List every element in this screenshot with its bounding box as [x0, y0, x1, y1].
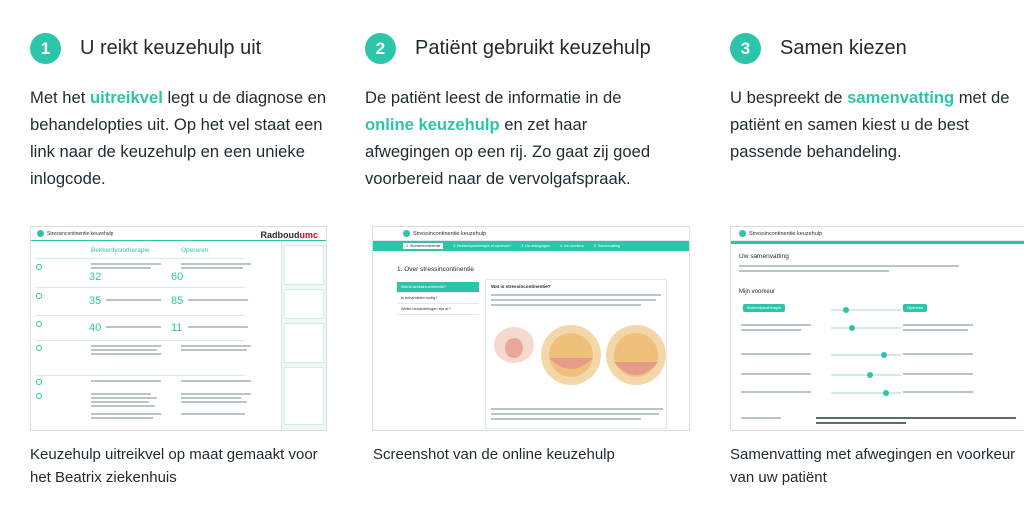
text-line: [91, 353, 161, 355]
text-line: [741, 353, 811, 355]
text-line: [181, 397, 241, 399]
app-header: [731, 227, 1024, 241]
text-line: [741, 417, 781, 419]
menu-item-wat-is[interactable]: Wat is stressincontinentie?: [397, 282, 479, 293]
slider-knob[interactable]: [881, 352, 887, 358]
text-line: [91, 393, 151, 395]
column-head-fysio: Bekkenfysiotherapie: [91, 247, 150, 254]
keuzehulp-logo-icon: [37, 230, 44, 237]
topic-menu: [397, 282, 479, 315]
stat-number: 35: [89, 295, 102, 307]
desc-text: De patiënt leest de informatie in de: [365, 88, 622, 107]
radboud-logo: Radboudumc: [260, 230, 318, 240]
divider: [35, 287, 245, 288]
desc-text: U bespreekt de: [730, 88, 848, 107]
text-line: [903, 391, 973, 393]
screenshot-caption: Samenvatting met afwegingen en voorkeur van uw patiënt: [730, 446, 1016, 486]
section-title: 1. Over stressincontinentie: [397, 266, 474, 273]
sheet-title: Stressincontinentie keuzehulp: [47, 230, 114, 237]
preference-slider[interactable]: [831, 354, 901, 356]
text-line: [491, 413, 659, 415]
content-panel: [485, 279, 667, 429]
divider: [35, 340, 245, 341]
text-line: [491, 294, 661, 296]
text-line: [106, 326, 161, 328]
tab-voorkeur[interactable]: 4. Uw voorkeur: [559, 244, 584, 248]
contact-box: [284, 245, 324, 285]
stat-number: 32: [89, 271, 102, 283]
preference-title: Mijn voorkeur: [739, 289, 776, 295]
accent-bar: [731, 241, 1024, 244]
question-icon: [36, 379, 42, 385]
text-line: [188, 299, 248, 301]
text-line: [816, 417, 1016, 419]
text-line: [181, 267, 243, 269]
text-line: [91, 405, 155, 407]
text-line: [741, 329, 801, 331]
text-line: [816, 422, 906, 424]
step-header-1: [30, 33, 261, 64]
text-line: [741, 373, 811, 375]
desc-text: met de patiënt en samen kiest u de best passende behandeling.: [730, 88, 1010, 161]
question-icon: [36, 293, 42, 299]
text-line: [491, 408, 663, 410]
app-header: [373, 227, 689, 241]
step-number-badge: 2: [365, 33, 396, 64]
online-keuzehulp-link[interactable]: online keuzehulp: [365, 115, 500, 134]
text-line: [741, 391, 811, 393]
text-line: [741, 324, 811, 326]
text-line: [181, 345, 251, 347]
text-line: [91, 401, 149, 403]
step-title: Patiënt gebruikt keuzehulp: [415, 37, 651, 59]
app-title: Stressincontinentie keuzehulp: [749, 230, 823, 237]
step-header-2: [365, 33, 651, 64]
step-number-badge: 1: [30, 33, 61, 64]
contact-box: [284, 323, 324, 363]
tag-fysio: Bekkenfysiotherapie: [743, 304, 785, 312]
screenshot-caption: Screenshot van de online keuzehulp: [373, 446, 615, 463]
step-title: Samen kiezen: [780, 37, 907, 59]
tab-samenvatting[interactable]: 5. Samenvatting: [593, 244, 620, 248]
divider: [35, 258, 245, 259]
text-line: [181, 380, 251, 382]
column-head-opereren: Opereren: [181, 247, 209, 254]
stat-number: 40: [89, 322, 102, 334]
text-line: [739, 265, 959, 267]
text-line: [739, 270, 889, 272]
question-icon: [36, 345, 42, 351]
preference-slider[interactable]: [831, 392, 901, 394]
text-line: [181, 413, 245, 415]
text-line: [181, 401, 247, 403]
menu-item-behandelen[interactable]: Is behandelen nodig?: [397, 293, 479, 304]
tag-opereren: Opereren: [903, 304, 927, 312]
tab-stressincontinentie[interactable]: 1. Stressincontinentie: [403, 243, 443, 249]
stat-number: 11: [171, 322, 183, 334]
text-line: [181, 263, 251, 265]
step-description: [730, 84, 1024, 165]
preference-slider[interactable]: [831, 327, 901, 329]
text-line: [903, 329, 968, 331]
anatomy-illustration: [486, 310, 668, 390]
text-line: [181, 393, 251, 395]
text-line: [91, 380, 161, 382]
step-description: [365, 84, 665, 192]
tab-bar: [373, 241, 689, 251]
summary-title: Uw samenvatting: [739, 253, 789, 260]
text-line: [491, 304, 641, 306]
uitreikvel-screenshot: [30, 226, 327, 431]
tab-afwegingen[interactable]: 3. Uw afwegingen: [521, 244, 550, 248]
step-number-badge: 3: [730, 33, 761, 64]
slider-knob[interactable]: [849, 325, 855, 331]
divider: [35, 375, 245, 376]
stat-number: 60: [171, 271, 184, 283]
uitreikvel-link[interactable]: uitreikvel: [89, 88, 163, 107]
preference-slider[interactable]: [831, 374, 901, 376]
text-line: [91, 417, 153, 419]
samenvatting-screenshot: [730, 226, 1024, 431]
step-header-3: [730, 33, 907, 64]
slider-knob[interactable]: [843, 307, 849, 313]
text-line: [903, 353, 973, 355]
text-line: [91, 263, 161, 265]
desc-text: en zet haar afwegingen op een rij. Zo gaat zij goed voorbereid naar de vervolgafspraak.: [365, 115, 651, 188]
slider-knob[interactable]: [867, 372, 873, 378]
preference-slider[interactable]: [831, 309, 901, 311]
text-line: [91, 349, 157, 351]
keuzehulp-logo-icon: [403, 230, 410, 237]
tab-fysio-of-opereren[interactable]: 2. Bekkenfysiotherapie of opereren?: [453, 244, 512, 248]
desc-text: Met het: [30, 88, 90, 107]
text-line: [903, 324, 973, 326]
divider: [35, 315, 245, 316]
step-title: U reikt keuzehulp uit: [80, 37, 262, 59]
question-icon: [36, 321, 42, 327]
text-line: [903, 373, 973, 375]
menu-item-behandelingen[interactable]: Welke behandelingen zijn er?: [397, 304, 479, 315]
screenshot-caption: Keuzehulp uitreikvel op maat gemaakt voor het Beatrix ziekenhuis: [30, 446, 318, 486]
text-line: [491, 418, 641, 420]
text-line: [181, 349, 247, 351]
login-box: [284, 367, 324, 425]
text-line: [91, 413, 161, 415]
text-line: [491, 299, 656, 301]
text-line: [91, 267, 151, 269]
online-keuzehulp-screenshot: [372, 226, 690, 431]
panel-title: Wat is stressincontinentie?: [491, 284, 551, 289]
desc-text: legt u de diagnose en behandelopties uit. Op het vel staat een link naar de keuzehulp en een unieke inlogcode.: [30, 88, 327, 188]
question-icon: [36, 393, 42, 399]
stat-number: 85: [171, 295, 184, 307]
contact-box: [284, 289, 324, 319]
keuzehulp-logo-icon: [739, 230, 746, 237]
step-description: [30, 84, 330, 192]
text-line: [106, 299, 161, 301]
text-line: [91, 345, 161, 347]
slider-knob[interactable]: [883, 390, 889, 396]
question-icon: [36, 264, 42, 270]
samenvatting-link[interactable]: samenvatting: [847, 88, 955, 107]
text-line: [188, 326, 248, 328]
app-title: Stressincontinentie keuzehulp: [413, 230, 487, 237]
text-line: [91, 397, 157, 399]
